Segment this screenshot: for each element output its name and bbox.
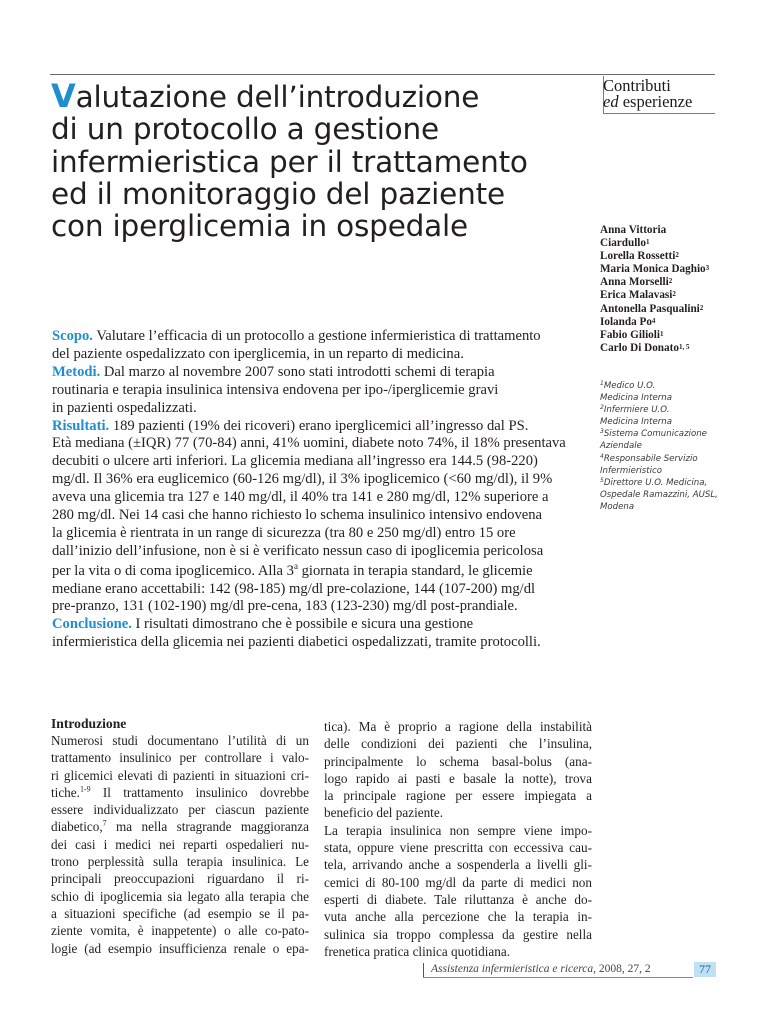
section-tag-rule — [603, 113, 715, 114]
body-line: beneficio del paziente. — [324, 805, 443, 821]
body-line: frenetica pratica clinica quotidiana. — [324, 943, 510, 959]
affiliation-line: Aziendale — [600, 441, 642, 452]
abstract-line: in pazienti ospedalizzati. — [52, 399, 197, 416]
author: Ciardullo$^1$ — [600, 237, 650, 250]
title-line-3: infermieristica per il trattamento — [51, 144, 528, 179]
title-line-2: di un protocollo a gestione — [51, 112, 439, 147]
abstract-line: routinaria e terapia insulinica intensiva endovena per ipo-/iperglicemie gravi — [52, 381, 499, 398]
metodi-label: Metodi. — [52, 363, 101, 380]
body-line: dei casi i medici nei reparti ospedalieri nu- — [51, 836, 309, 852]
affiliation-line: $^1$Medico U.O. — [600, 380, 656, 391]
body-line: trattamento insulinico per controllare i valo- — [51, 750, 309, 766]
body-line: principali preoccupazioni riguardano il ri- — [51, 871, 309, 887]
affiliation-line: Modena — [600, 501, 635, 512]
author: Lorella Rossetti$^2$ — [600, 250, 679, 263]
body-line: vuta anche alla percezione che la terapia in- — [324, 909, 592, 925]
body-line: diabetico,$^7$ ma nella stragrande maggioranza — [51, 819, 309, 835]
author: Carlo Di Donato$^{1, 5}$ — [600, 341, 690, 354]
journal-name: Assistenza infermieristica e ricerca, — [431, 963, 597, 975]
title-line-4: ed il monitoraggio del paziente — [51, 176, 505, 211]
affiliation-line: $^3$Sistema Comunicazione — [600, 428, 707, 440]
body-line: cemici di 80-100 mg/dl da parte di medici non — [324, 874, 592, 890]
abstract-line: Metodi. Dal marzo al novembre 2007 sono stati introdotti schemi di terapia — [52, 363, 495, 380]
body-column-right — [324, 718, 592, 960]
abstract-line: del paziente ospedalizzato con iperglicemia, in un reparto di medicina. — [52, 345, 464, 362]
author: Anna Morselli$^2$ — [600, 276, 673, 289]
affiliations — [600, 380, 718, 513]
affiliation-line: $^2$Infermiere U.O. — [600, 404, 670, 416]
section-tag-line2: ed esperienze — [603, 92, 693, 111]
abstract — [52, 328, 592, 652]
footer-rule — [423, 977, 693, 978]
abstract-line: decubiti o ulcere arti inferiori. La glicemia mediana all’ingresso era 144.5 (98-220) — [52, 453, 538, 470]
affiliation-line: Medicina Interna — [600, 393, 672, 404]
journal-issue: 2008, 27, 2 — [596, 963, 651, 975]
body-line: delle condizioni dei pazienti che l’insulina, — [324, 736, 592, 752]
abstract-line: aveva una glicemia tra 127 e 140 mg/dl, il 40% tra 141 e 280 mg/dl, 12% superiore a — [52, 489, 549, 506]
title-line-5: con iperglicemia in ospedale — [51, 209, 469, 244]
author: Fabio Gilioli$^1$ — [600, 328, 664, 341]
drop-cap: V — [51, 77, 76, 115]
body-line: essere individualizzato per ciascun paziente — [51, 802, 309, 818]
affiliation-line: Medicina Interna — [600, 417, 672, 428]
article-title — [51, 77, 571, 244]
abstract-line: Risultati. 189 pazienti (19% dei ricoveri) erano iperglicemici all’ingresso dal PS. — [52, 417, 529, 434]
footer-rule-vertical — [423, 963, 424, 977]
body-line: ziente vomita, è inappetente) o alle co-pato- — [51, 923, 309, 939]
body-line: logo rapido ai pasti e basale la notte), trova — [324, 770, 592, 786]
abstract-line: mediane erano accettabili: 142 (98-185) mg/dl pre-colazione, 144 (107-200) mg/dl — [52, 580, 536, 597]
body-line: principalmente lo schema basal-bolus (ana- — [324, 753, 592, 769]
author: Iolanda Po$^4$ — [600, 315, 656, 328]
body-line: ri glicemici elevati di pazienti in situazioni cri- — [51, 767, 309, 783]
author-list — [600, 224, 718, 355]
conclusione-label: Conclusione. — [52, 616, 132, 633]
body-line: Numerosi studi documentano l’utilità di un — [51, 733, 309, 748]
body-line: tela, arrivando anche a sospenderla a livelli gli- — [324, 857, 592, 873]
abstract-line: per la vita o di coma ipoglicemico. Alla 3$^a$ giornata in terapia standard, le glicemie — [52, 560, 533, 579]
affiliation-line: $^4$Responsabile Servizio — [600, 452, 698, 464]
affiliation-line: Infermieristico — [600, 465, 663, 476]
body-line: schio di ipoglicemia sia legato alla terapia che — [51, 888, 309, 904]
page-number: 77 — [694, 962, 716, 977]
abstract-line: mg/dl. Il 36% era euglicemico (60-126 mg/dl), il 3% ipoglicemico (<60 mg/dl), il 9% — [52, 471, 553, 488]
running-footer — [431, 962, 691, 976]
body-line: sulinica sia troppo complessa da gestire nella — [324, 926, 592, 942]
section-heading-introduzione: Introduzione — [51, 716, 127, 731]
affiliation-line: Ospedale Ramazzini, AUSL, — [600, 489, 718, 500]
author: Anna Vittoria — [600, 224, 667, 236]
abstract-line: infermieristica della glicemia nei pazienti diabetici ospedalizzati, tramite protocolli. — [52, 634, 541, 651]
scopo-label: Scopo. — [52, 328, 93, 344]
section-tag-line1: Contributi — [603, 76, 671, 95]
body-line: a situazioni specifiche (ad esempio se il pa- — [51, 905, 309, 921]
abstract-line: dall’inizio dell’infusione, non è si è verificato nessun caso di ipoglicemia pericolosa — [52, 542, 544, 559]
body-column-left — [51, 716, 309, 957]
body-line: trono perplessità sulla terapia insulinica. Le — [51, 854, 309, 870]
author: Antonella Pasqualini$^2$ — [600, 302, 704, 315]
body-line: La terapia insulinica non sempre viene impo- — [324, 822, 592, 838]
abstract-line: la glicemia è rientrata in un range di sicurezza (tra 80 e 250 mg/dl) entro 15 ore — [52, 524, 516, 541]
body-line: stata, oppure viene prescritta con eccessiva cau- — [324, 840, 592, 856]
body-line: tiche.$^{1-9}$ Il trattamento insulinico dovrebbe — [51, 784, 309, 800]
abstract-line: pre-pranzo, 131 (102-190) mg/dl pre-cena, 183 (123-230) mg/dl post-prandiale. — [52, 598, 518, 615]
section-tag — [603, 78, 715, 110]
author: Maria Monica Daghio$^3$ — [600, 263, 710, 276]
body-line: esperti di diabete. Tale riluttanza è anche do- — [324, 891, 592, 907]
author: Erica Malavasi$^2$ — [600, 289, 676, 302]
abstract-line: Età mediana (±IQR) 77 (70-84) anni, 41% uomini, diabete noto 74%, il 18% presentava — [52, 435, 566, 452]
abstract-line: Scopo. Valutare l’efficacia di un protocollo a gestione infermieristica di trattamento — [52, 328, 541, 344]
abstract-line: 280 mg/dl. Nei 14 casi che hanno richiesto lo schema insulinico intensivo endovena — [52, 507, 542, 524]
body-line: logie (ad esempio insufficienza renale o epa- — [51, 940, 309, 956]
abstract-line: Conclusione. I risultati dimostrano che è possibile e sicura una gestione — [52, 616, 474, 633]
top-rule — [50, 74, 715, 75]
title-line-1: alutazione dell’introduzione — [75, 80, 480, 114]
affiliation-line: $^5$Direttore U.O. Medicina, — [600, 476, 708, 488]
body-line: tica). Ma è proprio a ragione della instabilità — [324, 719, 592, 734]
risultati-label: Risultati. — [52, 417, 110, 434]
body-line: la principale ragione per essere impiegata a — [324, 788, 592, 804]
